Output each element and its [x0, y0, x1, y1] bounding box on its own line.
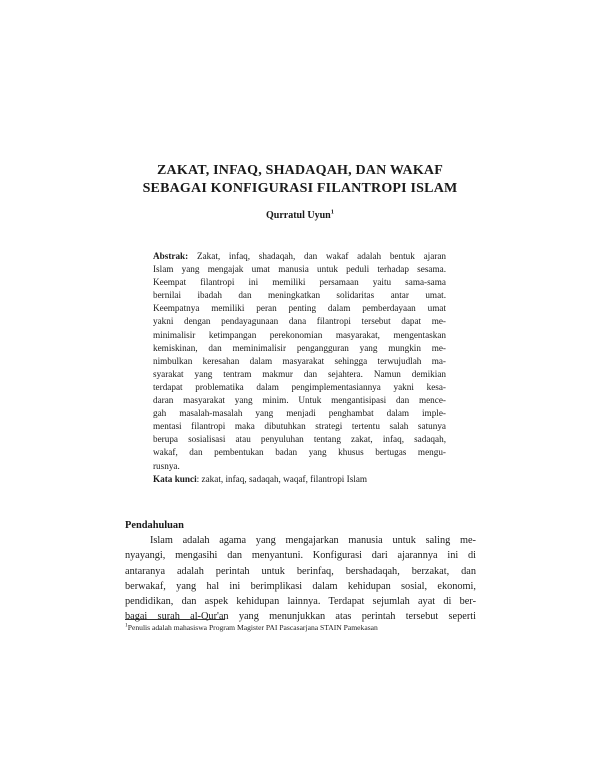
- abstract-line: kemiskinan, dan meminimalisir pengangguran yang mungkin me-: [153, 342, 446, 353]
- abstract: [153, 250, 446, 473]
- footnote-divider: [125, 619, 225, 620]
- title-line-2: SEBAGAI KONFIGURASI FILANTROPI ISLAM: [142, 181, 458, 196]
- body-line: Islam adalah agama yang mengajarkan manusia untuk saling me-: [150, 535, 476, 546]
- abstract-line: nimbulkan keresahan dalam masyarakat sehingga terwujudlah ma-: [153, 355, 446, 366]
- abstract-line: terdapat problematika dalam pengimplementasiannya yakni kesa-: [153, 381, 446, 392]
- abstract-line: daran masyarakat yang minim. Untuk mengantisipasi dan mence-: [153, 395, 446, 406]
- keywords: [153, 473, 453, 486]
- keywords-text: : zakat, infaq, sadaqah, waqaf, filantropi Islam: [196, 474, 368, 484]
- keywords-label: Kata kunci: [153, 474, 197, 484]
- title-line-1: ZAKAT, INFAQ, SHADAQAH, DAN WAKAF: [157, 163, 443, 178]
- body-text: [125, 533, 476, 625]
- abstract-line: yakni dengan pendayagunaan dana filantropi tersebut dapat me-: [153, 316, 446, 327]
- footnote: [125, 623, 378, 633]
- abstract-line: gah masalah-masalah yang menjadi penghambat dalam imple-: [153, 408, 446, 419]
- footnote-text: Penulis adalah mahasiswa Program Magister PAI Pascasarjana STAIN Pamekasan: [127, 623, 378, 632]
- abstract-line: mentasi filantropi maka dibutuhkan strategi tertentu salah satunya: [153, 421, 446, 432]
- abstract-line: Abstrak: Zakat, infaq, shadaqah, dan wakaf adalah bentuk ajaran: [153, 251, 447, 261]
- abstract-line: Keempat filantropi ini memiliki persamaan yaitu sama-sama: [153, 277, 446, 288]
- author: [0, 210, 600, 221]
- abstract-label: Abstrak:: [153, 251, 189, 261]
- abstract-line: minimalisir ketimpangan perekonomian masyarakat, mengentaskan: [153, 329, 446, 340]
- body-line: berwakaf, yang hal ini berimplikasi dalam kehidupan sosial, ekonomi,: [125, 580, 476, 592]
- abstract-line: bernilai ibadah dan meningkatkan solidaritas antar umat.: [153, 290, 446, 301]
- abstract-line: rusnya.: [153, 460, 180, 471]
- section-heading: Pendahuluan: [125, 520, 184, 531]
- body-line: bagai surah al-Qur'an yang menunjukkan atas perintah tersebut seperti: [125, 611, 476, 623]
- body-line: antaranya adalah perintah untuk berinfaq, bershadaqah, berzakat, dan: [125, 565, 476, 577]
- abstract-line: wakaf, dan pembentukan badan yang khusus bertugas mengu-: [153, 447, 446, 458]
- abstract-line: syarakat yang tentram makmur dan sejahtera. Namun demikian: [153, 368, 446, 379]
- abstract-line: berupa sosialisasi atau penyuluhan tentang zakat, infaq, sadaqah,: [153, 434, 446, 445]
- body-line: pendidikan, dan aspek kehidupan lainnya. Terdapat sejumlah ayat di ber-: [125, 596, 476, 608]
- author-name: Qurratul Uyun: [266, 210, 331, 221]
- body-line: nyayangi, mengasihi dan menyantuni. Konfigurasi dari ajarannya ini di: [125, 550, 476, 562]
- abstract-line: Islam yang mengajak umat manusia untuk peduli terhadap sesama.: [153, 264, 446, 275]
- author-footnote-mark: 1: [330, 208, 334, 216]
- footnote-mark: 1: [125, 622, 128, 629]
- abstract-line: Keempatnya memiliki peran penting dalam pemberdayaan umat: [153, 303, 446, 314]
